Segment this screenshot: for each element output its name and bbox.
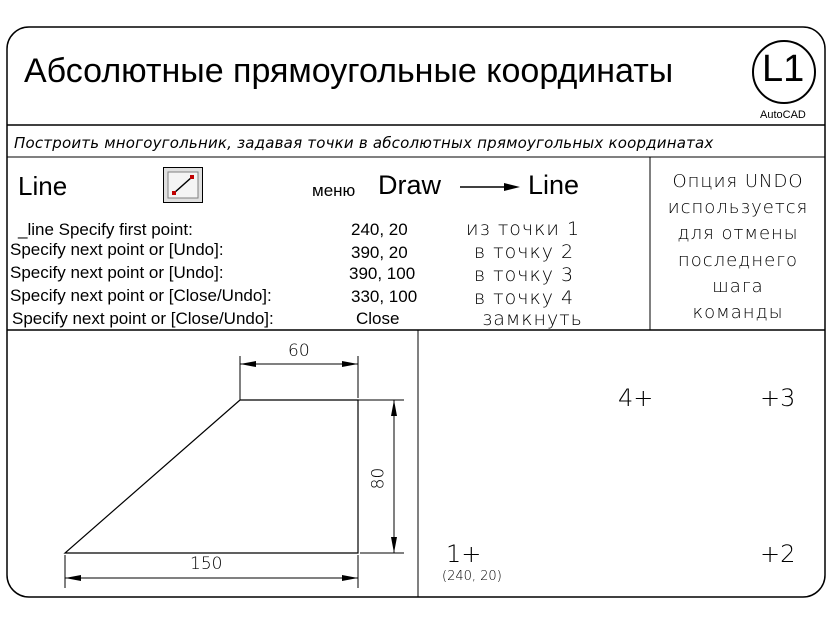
undo-note-line-2: используется	[667, 197, 809, 218]
dimension-top	[240, 356, 358, 400]
step-1-prompt: _line Specify first point:	[18, 220, 193, 239]
step-2-prompt: Specify next point or [Undo]:	[10, 240, 224, 259]
step-4-note: в точку 4	[474, 287, 575, 309]
app-name: AutoCAD	[760, 109, 806, 121]
step-4-prompt: Specify next point or [Close/Undo]:	[10, 286, 272, 305]
point-1-coords: (240, 20)	[442, 569, 502, 584]
menu-label: меню	[312, 181, 356, 200]
undo-note-line-1: Опция UNDO	[672, 171, 804, 192]
menu-draw: Draw	[378, 170, 442, 200]
lesson-badge-label: L1	[762, 48, 805, 90]
page-title: Абсолютные прямоугольные координаты	[24, 52, 674, 90]
step-1-note: из точки 1	[466, 218, 581, 240]
dimension-bottom-label: 150	[190, 554, 223, 574]
menu-line: Line	[528, 170, 580, 200]
step-3-value: 390, 100	[349, 264, 416, 283]
step-4-value: 330, 100	[351, 287, 418, 306]
undo-note-line-6: команды	[692, 302, 784, 323]
step-5-note: замкнуть	[482, 308, 583, 330]
step-2-note: в точку 2	[474, 241, 575, 263]
step-2-value: 390, 20	[351, 243, 408, 262]
dimension-right-label: 80	[368, 467, 389, 490]
point-1-label: 1+	[446, 540, 482, 568]
menu-arrow-icon	[460, 183, 520, 191]
step-1-value: 240, 20	[351, 220, 408, 239]
trapezoid-shape	[65, 400, 358, 553]
point-2-label: +2	[760, 540, 796, 568]
step-3-note: в точку 3	[474, 264, 575, 286]
point-4-label: 4+	[618, 384, 654, 412]
undo-note-line-5: шага	[712, 276, 764, 297]
point-3-label: +3	[760, 384, 796, 412]
dimension-top-label: 60	[288, 341, 310, 361]
undo-note-line-4: последнего	[677, 250, 799, 271]
task-text: Построить многоугольник, задавая точки в абсолютных прямоугольных координатах	[14, 134, 714, 152]
undo-note-line-3: для отмены	[677, 223, 799, 244]
command-name: Line	[18, 171, 68, 201]
line-tool-button[interactable]	[163, 167, 203, 203]
step-5-prompt: Specify next point or [Close/Undo]:	[12, 309, 274, 328]
step-3-prompt: Specify next point or [Undo]:	[10, 263, 224, 282]
step-5-value: Close	[356, 309, 400, 328]
line-tool-icon	[164, 168, 202, 202]
